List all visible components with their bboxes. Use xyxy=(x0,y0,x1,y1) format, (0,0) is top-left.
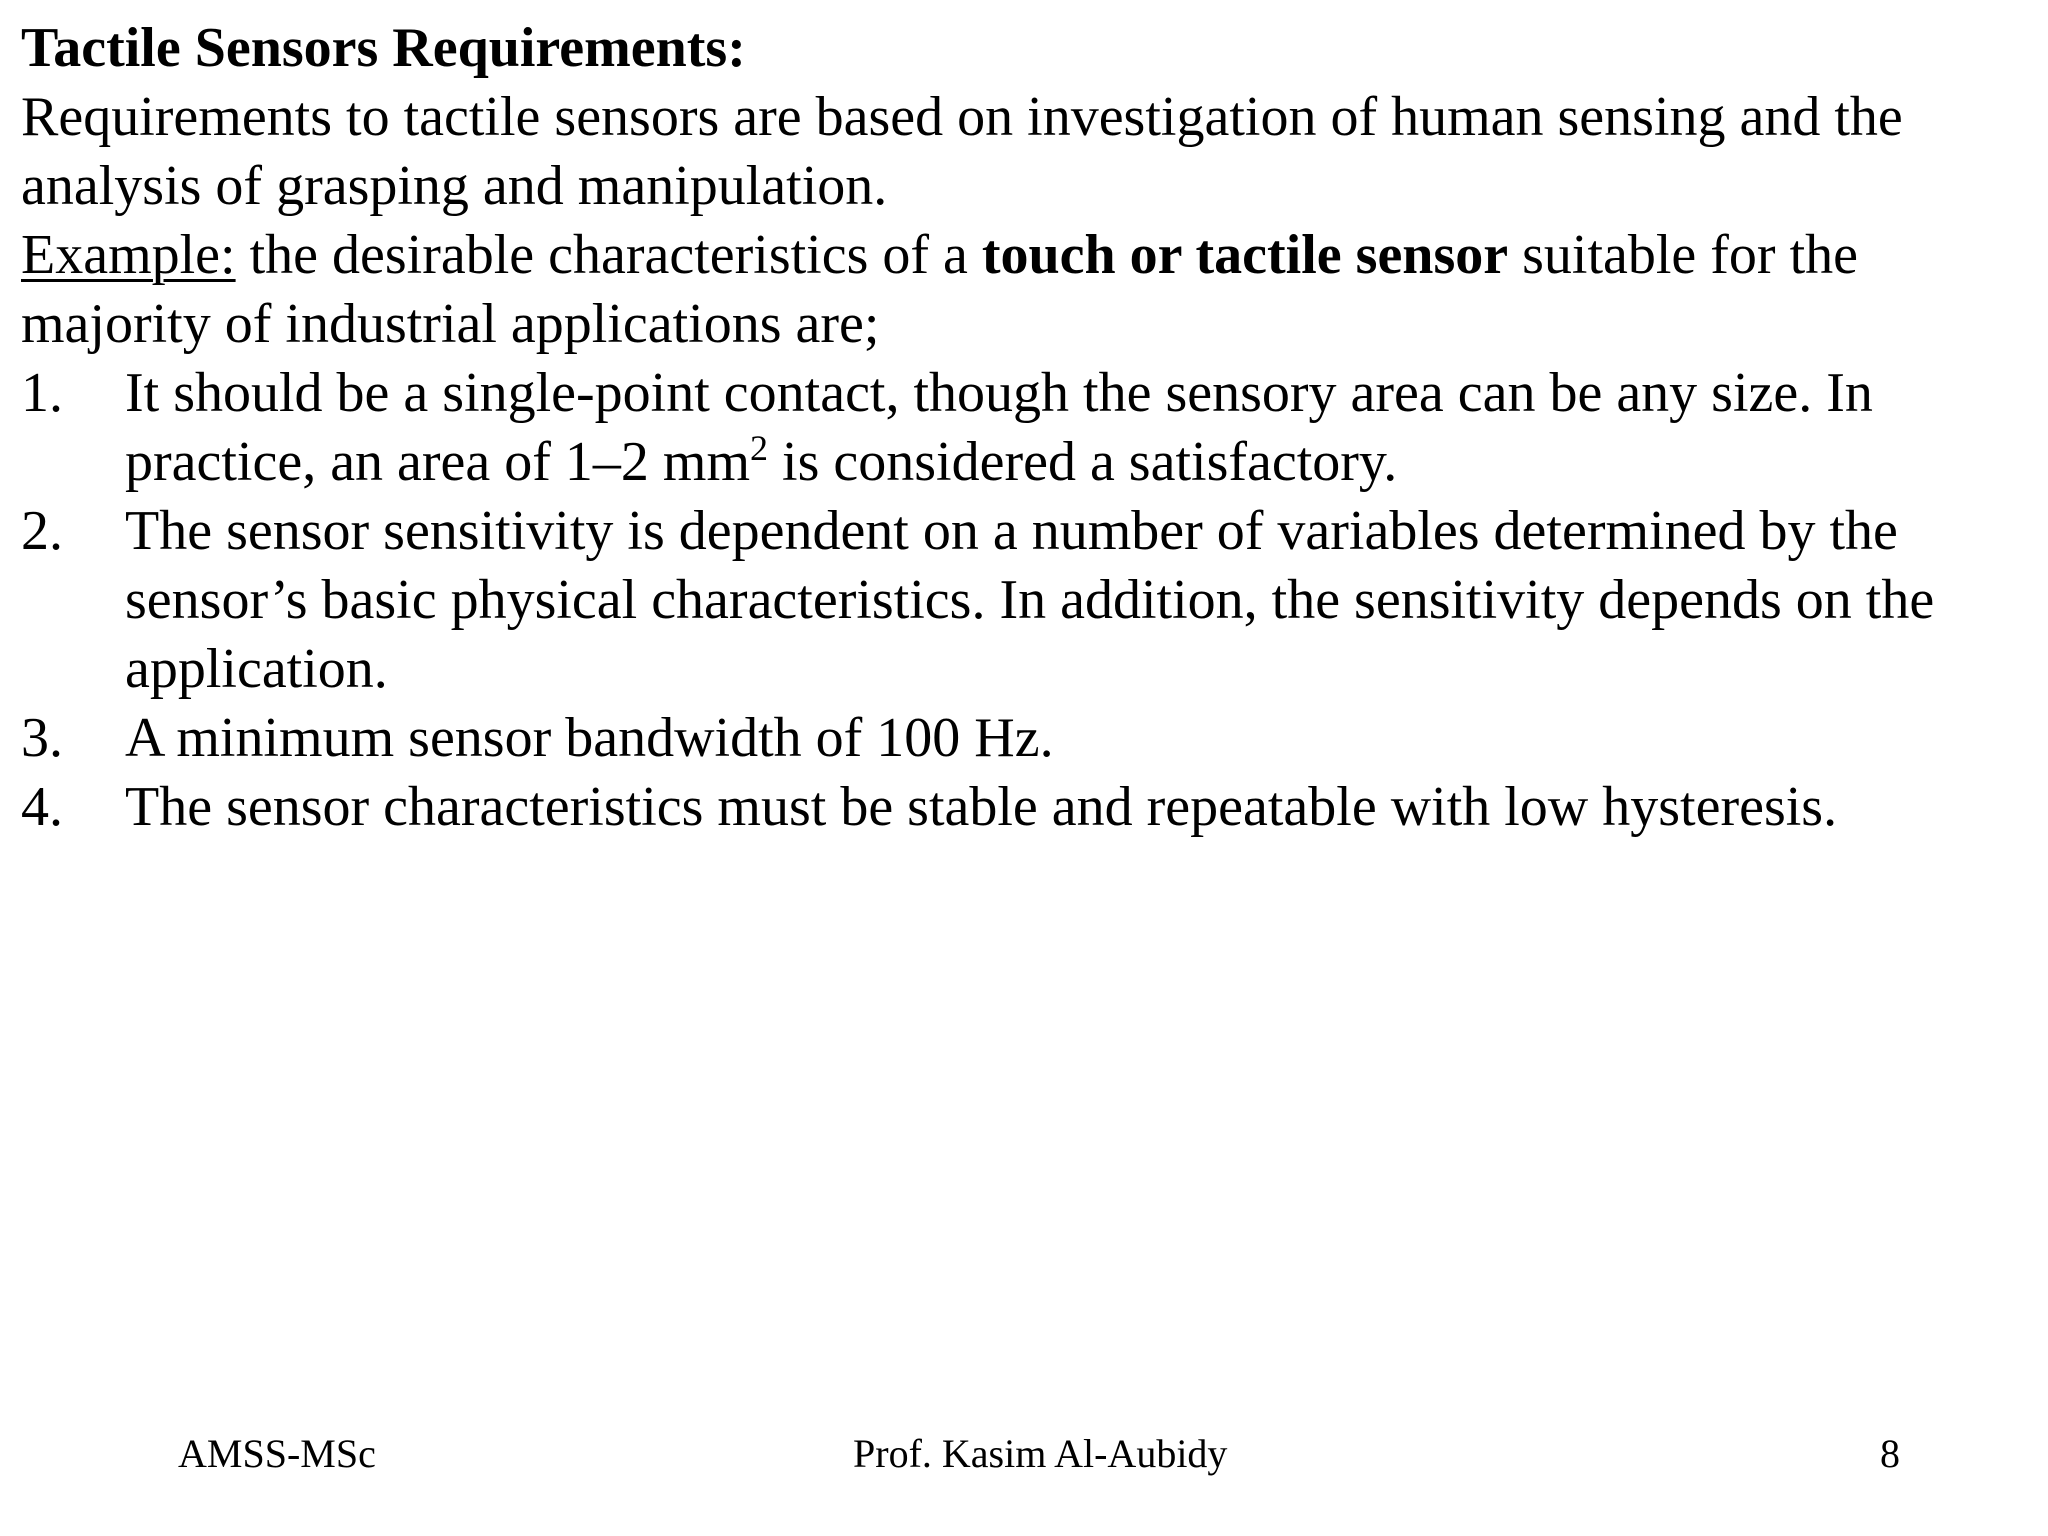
footer-course: AMSS-MSc xyxy=(178,1431,376,1476)
example-label: Example: xyxy=(21,224,236,286)
list-item-text-after: is considered a satisfactory. xyxy=(768,431,1398,493)
list-item-text: It should be a single-point contact, though the sensory area can be any size. In practice, an area of 1–2 mm xyxy=(125,362,1873,493)
page-number: 8 xyxy=(1880,1431,1900,1476)
list-item xyxy=(21,773,2021,842)
example-text-before: the desirable characteristics of a xyxy=(235,224,982,286)
list-item-number: 3. xyxy=(21,707,63,769)
list-item-text: The sensor sensitivity is dependent on a number of variables determined by the sensor’s basic physical characteristics. In addition, the sensitivity depends on the application. xyxy=(125,500,1935,700)
example-paragraph xyxy=(21,221,2021,359)
superscript-two: 2 xyxy=(750,428,769,468)
footer-author: Prof. Kasim Al-Aubidy xyxy=(853,1431,1228,1476)
list-item-number: 1. xyxy=(21,362,63,424)
list-item-text: The sensor characteristics must be stable and repeatable with low hysteresis. xyxy=(125,776,1838,838)
intro-paragraph: Requirements to tactile sensors are based on investigation of human sensing and the analysis of grasping and manipulation. xyxy=(21,86,1903,217)
list-item xyxy=(21,704,2021,773)
list-item-text: A minimum sensor bandwidth of 100 Hz. xyxy=(125,707,1054,769)
list-item xyxy=(21,359,2021,497)
example-bold-text: touch or tactile sensor xyxy=(981,224,1509,286)
list-item-number: 4. xyxy=(21,776,63,838)
list-item xyxy=(21,497,2021,704)
slide-title: Tactile Sensors Requirements: xyxy=(21,17,746,79)
list-item-number: 2. xyxy=(21,500,63,562)
example-text-after: suitable for the majority of industrial applications are; xyxy=(21,224,1858,355)
requirements-list xyxy=(21,359,2021,842)
slide-body xyxy=(21,14,2021,842)
